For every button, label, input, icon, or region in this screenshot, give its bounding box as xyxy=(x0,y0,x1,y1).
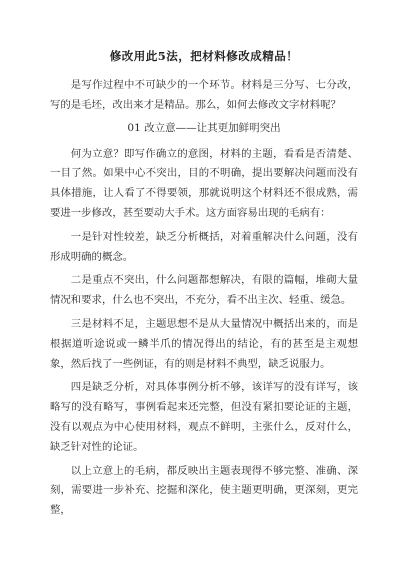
body-paragraph-4: 三是材料不足，主题思想不是从大量情况中概括出来的，而是根据道听途说或一鳞半爪的情况得出的结论，有的甚至是主观想象，然后找了一些例证，有的则是材料不典型，缺乏说服力。 xyxy=(50,317,358,370)
intro-paragraph: 是写作过程中不可缺少的一个环节。材料是三分写、七分改，写的是毛坯，改出来才是精品。那么，如何去修改文字材料呢？ xyxy=(50,79,358,111)
body-paragraph-3: 二是重点不突出，什么问题都想解决，有限的篇幅，堆砌大量情况和要求，什么也不突出，不充分，看不出主次、轻重、缓急。 xyxy=(50,274,358,307)
section-heading: 01 改立意——让其更加鲜明突出 xyxy=(127,121,281,134)
body-paragraph-5: 四是缺乏分析，对具体事例分析不够，该详写的没有详写，该略写的没有略写，事例看起来还完整，但没有紧扣要论证的主题，没有以观点为中心使用材料，观点不鲜明，主张什么，反对什么，缺乏针对性的论证。 xyxy=(50,381,358,453)
body-paragraph-6: 以上立意上的毛病，都反映出主题表现得不够完整、准确、深刻，需要进一步补充、挖掘和深化，使主题更明确，更深刻，更完整， xyxy=(50,464,358,517)
body-paragraph-1: 何为立意？即写作确立的意图，材料的主题，看看是否清楚、一目了然。如果中心不突出，目的不明确，提出要解决问题而没有具体措施，让人看了不得要领，那就说明这个材料还不很成熟，需要进一步修改，甚至要动大手术。这方面容易出现的毛病有： xyxy=(50,147,358,219)
document-title: 修改用此5法，把材料修改成精品！ xyxy=(109,49,299,63)
body-paragraph-2: 一是针对性较差，缺乏分析概括，对着重解决什么问题，没有形成明确的概念。 xyxy=(50,230,358,263)
